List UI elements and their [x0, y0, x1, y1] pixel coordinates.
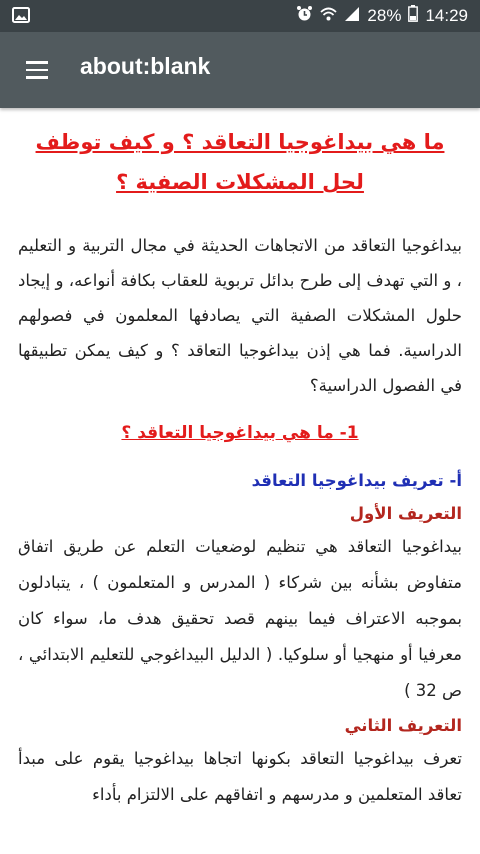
definition-1-title: التعريف الأول — [349, 504, 462, 523]
section-heading: 1- ما هي بيداغوجيا التعاقد ؟ — [121, 423, 359, 443]
alarm-clock-icon — [296, 5, 313, 27]
battery-icon — [408, 5, 418, 27]
hamburger-menu-icon[interactable] — [26, 61, 48, 79]
intro-paragraph: بيداغوجيا التعاقد من الاتجاهات الحديثة في مجال التربية و التعليم ، و التي تهدف إلى طرح بدائل تربوية للعقاب بكافة أنواعه، و إيجاد حلول المشكلات الصفية التي يصادفها المعلمون في فصولهم الدراسية. فما هي إذن بيداغوجيا التعاقد ؟ و كيف يمكن تطبيقها في الفصول الدراسية؟ — [18, 236, 462, 395]
clock-time: 14:29 — [425, 6, 468, 25]
image-icon — [12, 7, 30, 28]
wifi-icon — [320, 6, 337, 27]
page-title: about:blank — [80, 53, 211, 79]
subheading-definition: أ- تعريف بيداغوجيا التعاقد — [251, 471, 462, 490]
battery-percent: 28% — [367, 6, 402, 25]
definition-2-title: التعريف الثاني — [344, 716, 462, 735]
article-content[interactable] — [0, 108, 480, 854]
definition-1-text: بيداغوجيا التعاقد هي تنظيم لوضعيات التعلم عن طريق اتفاق متفاوض بشأنه بين شركاء ( المدرس و المتعلمون ) ، يتبادلون بموجبه الاعتراف فيما بينهم قصد تحقيق هدف ما، سواء كان معرفيا أو منهجيا أو سلوكيا. ( الدليل البيداغوجي للتعليم الابتدائي ، ص 32 ) — [18, 537, 462, 700]
status-icons — [296, 0, 468, 32]
signal-icon — [344, 6, 360, 27]
article-title: ما هي بيداغوجيا التعاقد ؟ و كيف توظف لحل المشكلات الصفية ؟ — [35, 130, 445, 194]
status-bar — [0, 0, 480, 32]
app-bar — [0, 32, 480, 108]
definition-2-text: تعرف بيداغوجيا التعاقد بكونها اتجاها بيداغوجيا يقوم على مبدأ تعاقد المتعلمين و مدرسهم و اتفاقهم على الالتزام بأداء — [18, 749, 462, 804]
